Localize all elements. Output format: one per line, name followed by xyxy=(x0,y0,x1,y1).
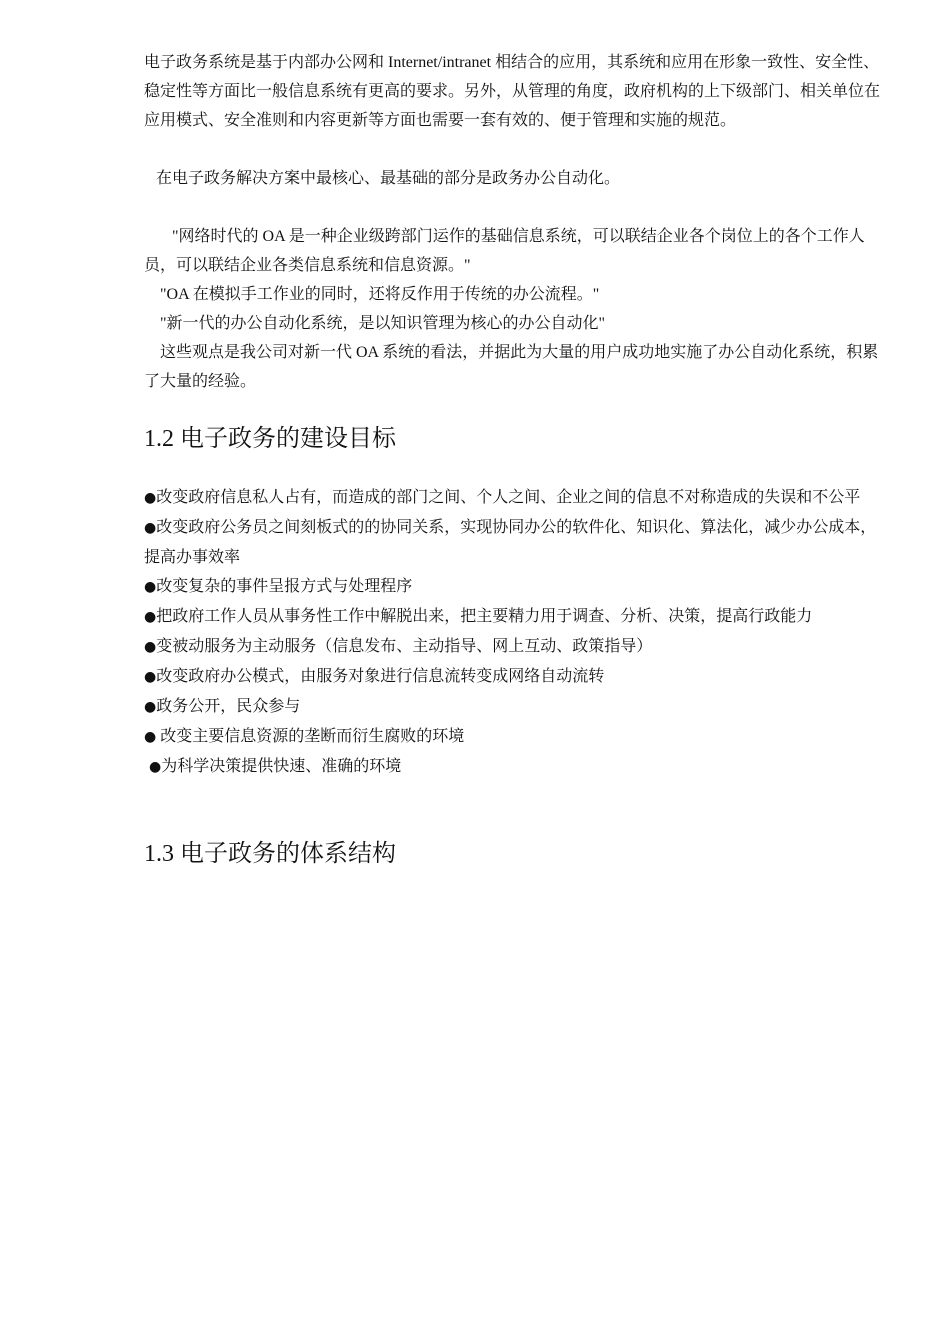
bullet-icon: ● xyxy=(144,490,157,506)
quote-oa-process: "OA 在模拟手工作业的同时，还将反作用于传统的办公流程。" xyxy=(160,286,600,303)
goal-text: 改变政府办公模式，由服务对象进行信息流转变成网络自动流转 xyxy=(156,668,605,685)
document-body xyxy=(144,48,880,869)
goal-item xyxy=(144,483,880,513)
bullet-icon: ● xyxy=(144,699,157,715)
goal-text: 改变政府信息私人占有，而造成的部门之间、个人之间、企业之间的信息不对称造成的失误和不公平 xyxy=(156,489,861,506)
goal-text: 改变复杂的事件呈报方式与处理程序 xyxy=(156,578,413,595)
goal-item xyxy=(144,692,880,722)
goal-item xyxy=(144,572,880,602)
quote-oa-definition: "网络时代的 OA 是一种企业级跨部门运作的基础信息系统，可以联结企业各个岗位上的各个工作人员，可以联结企业各类信息系统和信息资源。" xyxy=(144,228,865,274)
bullet-icon: ● xyxy=(144,609,157,625)
goal-item xyxy=(144,752,880,782)
section-heading-1-2: 1.2 电子政务的建设目标 xyxy=(144,426,396,452)
bullet-icon: ● xyxy=(144,520,157,536)
spacer xyxy=(144,193,880,222)
company-view-paragraph: 这些观点是我公司对新一代 OA 系统的看法，并据此为大量的用户成功地实施了办公自动化系统，积累了大量的经验。 xyxy=(144,344,879,390)
goals-list xyxy=(144,483,880,782)
core-statement: 在电子政务解决方案中最核心、最基础的部分是政务办公自动化。 xyxy=(156,170,621,187)
goal-item xyxy=(144,662,880,692)
spacer xyxy=(144,396,880,425)
goal-text: 变被动服务为主动服务（信息发布、主动指导、网上互动、政策指导） xyxy=(156,638,653,655)
intro-paragraph: 电子政务系统是基于内部办公网和 Internet/intranet 相结合的应用，其系统和应用在形象一致性、安全性、稳定性等方面比一般信息系统有更高的要求。另外，从管理的角度，政府机构的上下级部门、相关单位在应用模式、安全准则和内容更新等方面也需要一套有效的、便于管理和实施的规范。 xyxy=(144,54,881,129)
bullet-icon: ● xyxy=(144,729,157,745)
goal-item xyxy=(144,632,880,662)
spacer xyxy=(144,782,880,840)
bullet-icon: ● xyxy=(144,669,157,685)
goal-text: 改变主要信息资源的垄断而衍生腐败的环境 xyxy=(160,728,465,745)
quote-knowledge-management: "新一代的办公自动化系统，是以知识管理为核心的办公自动化" xyxy=(160,315,606,332)
bullet-icon: ● xyxy=(144,639,157,655)
goal-text: 改变政府公务员之间刻板式的的协同关系，实现协同办公的软件化、知识化、算法化，减少办公成本，提高办事效率 xyxy=(144,519,877,566)
goal-item xyxy=(144,722,880,752)
goal-item xyxy=(144,513,880,572)
goal-text: 政务公开，民众参与 xyxy=(156,698,301,715)
bullet-icon: ● xyxy=(149,759,162,775)
section-heading-1-3: 1.3 电子政务的体系结构 xyxy=(144,841,396,867)
goal-text: 把政府工作人员从事务性工作中解脱出来，把主要精力用于调查、分析、决策，提高行政能力 xyxy=(156,608,813,625)
goal-text: 为科学决策提供快速、准确的环境 xyxy=(161,758,402,775)
bullet-icon: ● xyxy=(144,579,157,595)
spacer xyxy=(144,454,880,483)
spacer xyxy=(144,135,880,164)
goal-item xyxy=(144,602,880,632)
